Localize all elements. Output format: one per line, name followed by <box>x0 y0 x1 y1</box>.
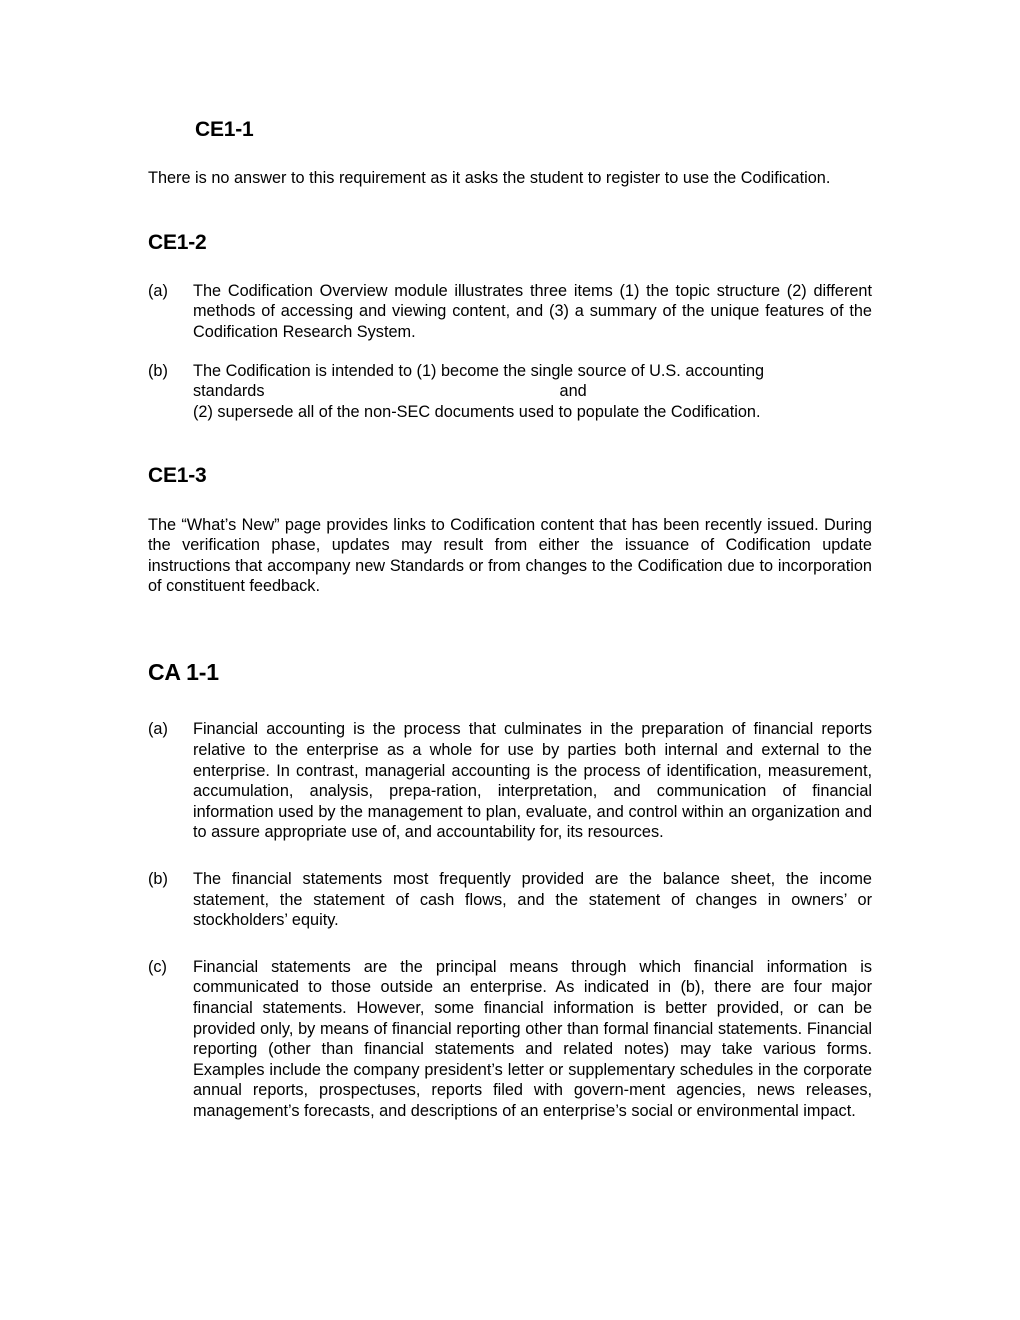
runt-word: standards <box>193 382 265 401</box>
list-marker: (a) <box>148 281 168 300</box>
spacer <box>148 685 872 719</box>
heading-ca-1-1: CA 1-1 <box>148 658 219 685</box>
list-item-text-part-2: (2) supersede all of the non-SEC documents used to populate the Codification. <box>193 402 761 421</box>
top-spacer <box>148 0 872 118</box>
list-item <box>148 361 872 423</box>
spacer <box>148 597 872 659</box>
list-item <box>148 281 872 343</box>
list-marker: (c) <box>148 957 167 976</box>
document-content <box>148 0 872 1121</box>
spacer <box>148 189 872 231</box>
heading-ce1-3: CE1-3 <box>148 464 207 488</box>
heading-ce1-2: CE1-2 <box>148 230 207 254</box>
paragraph-ce1-1: There is no answer to this requirement as it asks the student to register to use the Codification. <box>148 169 831 188</box>
spacer <box>148 142 872 168</box>
list-item-text: The financial statements most frequently provided are the balance sheet, the income statement, the statement of cash flows, and the statement of changes in owners’ or stockholders’ equity. <box>193 869 872 930</box>
list-marker: (a) <box>148 720 168 739</box>
list-item-text: The Codification Overview module illustrates three items (1) the topic structure (2) different methods of accessing and viewing content, and (3) a summary of the unique features of the Codification Research System. <box>193 281 872 342</box>
list-item-text: Financial accounting is the process that culminates in the preparation of financial reports relative to the enterprise as a whole for use by parties both internal and external to the enterprise. In contrast, managerial accounting is the process of identification, measurement, accumulation, analysis, prepa-ration, interpretation, and communication of financial information used by the management to plan, evaluate, and control within an organization and to assure appropriate use of, and accountability for, its resources. <box>193 720 872 842</box>
spacer <box>148 343 872 361</box>
list-item-text: Financial statements are the principal means through which financial information is communicated to those outside an enterprise. As indicated in (b), there are four major financial statements. However, some financial information is better provided, or can be provided only, by means of financial reporting other than formal financial statements. Financial reporting (other than financial statements and related notes) may take various forms. Examples include the company president’s letter or supplementary schedules in the corporate annual reports, prospectuses, reports filed with govern-ment agencies, news releases, management’s forecasts, and descriptions of an enterprise’s social or environmental impact. <box>193 957 872 1120</box>
list-item-text <box>193 361 872 423</box>
spacer <box>148 931 872 957</box>
heading-ce1-1: CE1-1 <box>195 118 254 141</box>
list-item-runt-line <box>193 381 872 402</box>
paragraph-ce1-3: The “What’s New” page provides links to Codification content that has been recently issued. During the verification phase, updates may result from either the issuance of Codification update instructions that accompany new Standards or from changes to the Codification due to incorporation of constituent feedback. <box>148 515 872 596</box>
spacer <box>148 489 872 515</box>
spacer <box>148 422 872 464</box>
list-item-text-part-1: The Codification is intended to (1) become the single source of U.S. accounting <box>193 361 765 380</box>
list-item <box>148 869 872 931</box>
spacer <box>148 255 872 281</box>
spacer <box>148 843 872 869</box>
list-item <box>148 957 872 1122</box>
runt-conjunction: and <box>559 382 587 401</box>
list-item <box>148 719 872 843</box>
list-marker: (b) <box>148 869 168 888</box>
list-marker: (b) <box>148 361 168 380</box>
